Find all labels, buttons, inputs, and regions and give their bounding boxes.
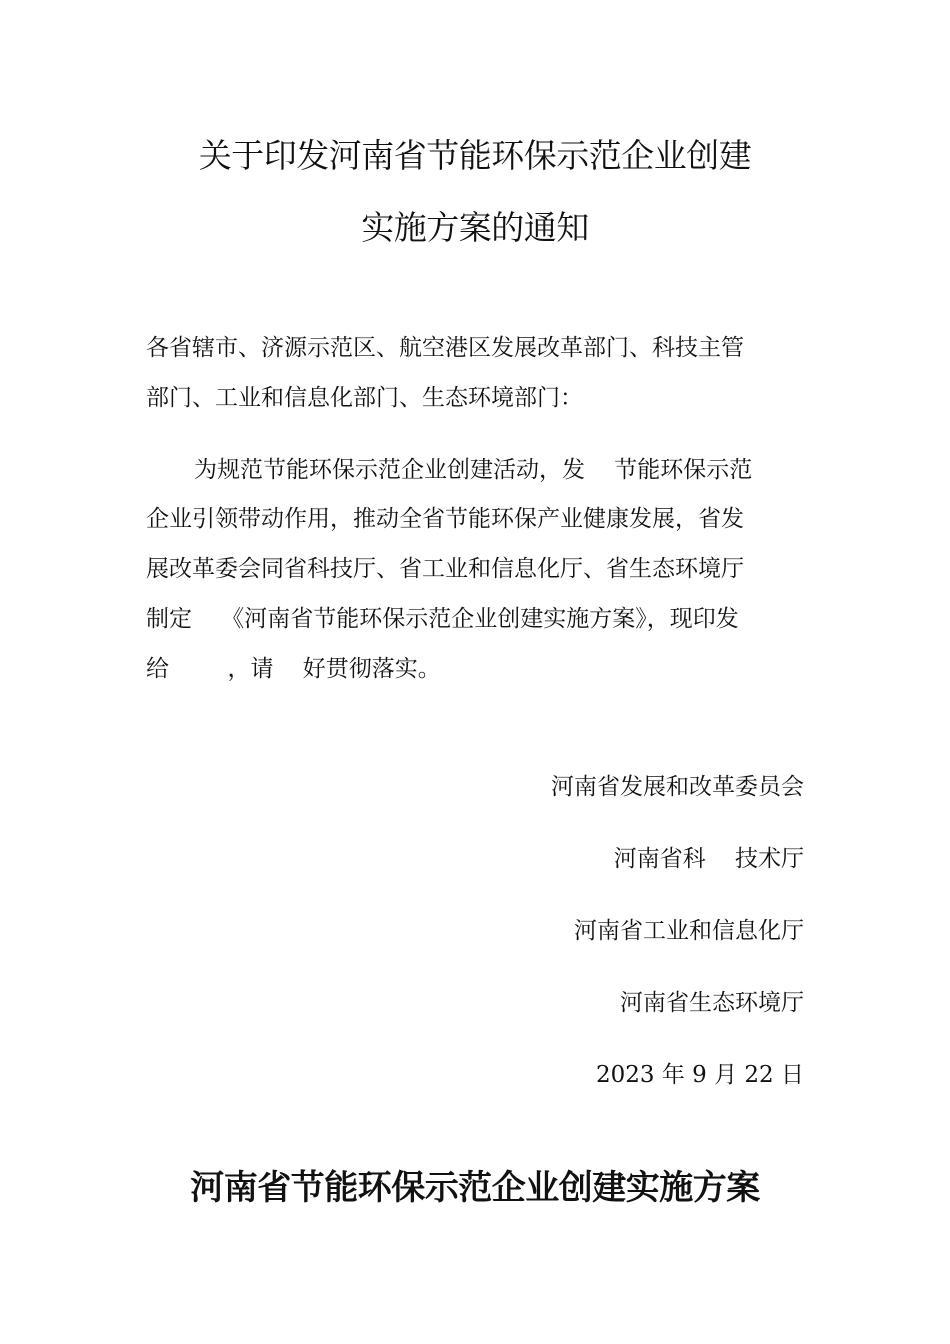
recipients-line-2: 部门、工业和信息化部门、生态环境部门： bbox=[146, 385, 583, 411]
recipients-line-1: 各省辖市、济源示范区、航空港区发展改革部门、科技主管 bbox=[146, 335, 744, 361]
notice-title-line-2: 实施方案的通知 bbox=[361, 208, 589, 247]
notice-title-line-1: 关于印发河南省节能环保示范企业创建 bbox=[198, 136, 752, 175]
paragraph-line-3: 展改革委会同省科技厅、省工业和信息化厅、省生态环境厅 bbox=[146, 556, 744, 582]
signatory-science-tech: 河南省科 技术厅 bbox=[613, 846, 804, 872]
signatory-industry-it: 河南省工业和信息化厅 bbox=[574, 918, 804, 944]
paragraph-line-5: 给 ，请 好贯彻落实。 bbox=[146, 656, 441, 682]
signatory-ecology-env: 河南省生态环境厅 bbox=[620, 990, 804, 1016]
paragraph-line-4: 制定 《河南省节能环保示范企业创建实施方案》，现印发 bbox=[146, 606, 739, 632]
paragraph-line-2: 企业引领带动作用，推动全省节能环保产业健康发展，省发 bbox=[146, 506, 744, 532]
signatory-ndrc: 河南省发展和改革委员会 bbox=[551, 774, 804, 800]
plan-title: 河南省节能环保示范企业创建实施方案 bbox=[190, 1168, 760, 1208]
notice-date: 2023 年 9 月 22 日 bbox=[596, 1062, 804, 1088]
paragraph-line-1: 为规范节能环保示范企业创建活动，发 节能环保示范 bbox=[194, 457, 753, 483]
